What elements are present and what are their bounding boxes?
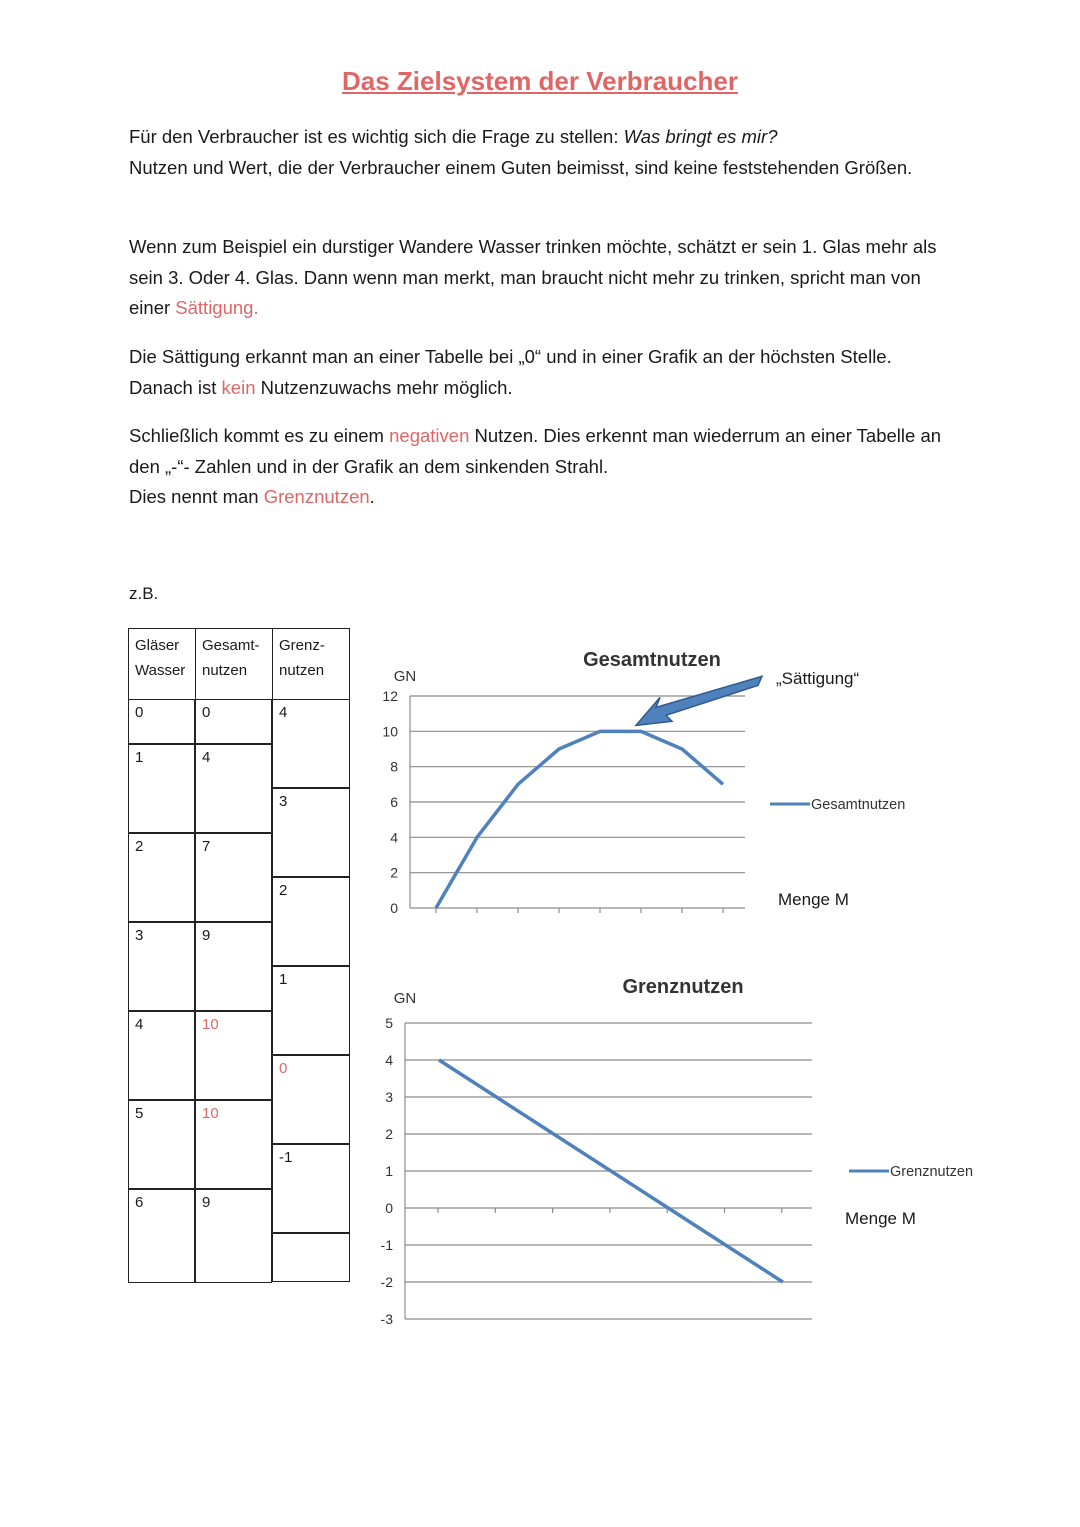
y-tick-label: 5 xyxy=(385,1015,393,1031)
grenznutzen-row-1-value: 3 xyxy=(279,793,288,810)
gesamtnutzen-row-3-value: 9 xyxy=(202,927,211,944)
y-axis-label: GN xyxy=(393,990,417,1007)
grenznutzen-period: . xyxy=(369,486,375,507)
grenznutzen-row-4-value: 0 xyxy=(279,1060,288,1077)
y-tick-label: -2 xyxy=(380,1274,393,1290)
x-axis-label: Menge M xyxy=(845,1209,916,1228)
header-grenznutzen-l1: Grenz- xyxy=(279,637,325,654)
term-negativen: negativen xyxy=(389,425,470,446)
intro-text: Für den Verbraucher ist es wichtig sich die Frage zu stellen: xyxy=(129,126,624,147)
y-tick-label: -1 xyxy=(380,1237,393,1253)
y-tick-label: 4 xyxy=(385,1052,393,1068)
gesamtnutzen-row-2-value: 7 xyxy=(202,838,211,855)
y-tick-label: 2 xyxy=(385,1126,393,1142)
header-gesamtnutzen-l2: nutzen xyxy=(202,662,248,679)
header-gesamtnutzen-l1: Gesamt- xyxy=(202,637,260,654)
y-axis-label: GN xyxy=(393,668,417,685)
intro-text-2: Nutzen und Wert, die der Verbraucher einem Guten beimisst, sind keine feststehenden Größen. xyxy=(129,156,913,178)
chart-title: Grenznutzen xyxy=(622,976,744,998)
x-axis-label: Menge M xyxy=(778,890,849,909)
glaeser-row-6-value: 6 xyxy=(135,1194,144,1211)
grenznutzen-text-2: Nutzen. Dies erkennt man wiederrum an einer Tabelle an den „-“- Zahlen und in der Grafik an dem sinkenden Strahl. xyxy=(129,425,942,477)
grenznutzen-row-3-value: 1 xyxy=(279,971,288,988)
glaeser-row-4-value: 4 xyxy=(135,1016,144,1033)
y-tick-label: 1 xyxy=(385,1163,393,1179)
gesamtnutzen-row-1-value: 4 xyxy=(202,749,211,766)
legend-entry: Grenznutzen xyxy=(890,1164,974,1180)
annotation-arrow xyxy=(636,676,762,725)
example-text: Wenn zum Beispiel ein durstiger Wandere Wasser trinken möchte, schätzt er sein 1. Glas mehr als sein 3. Oder 4. Glas. Dann wenn man merkt, man braucht nicht mehr zu trinken, spricht man von einer xyxy=(129,236,937,318)
legend-entry: Gesamtnutzen xyxy=(811,797,906,813)
y-tick-label: -3 xyxy=(380,1311,393,1327)
term-saettigung: Sättigung. xyxy=(175,297,259,318)
glaeser-row-5-value: 5 xyxy=(135,1105,144,1122)
chart-title: Gesamtnutzen xyxy=(583,649,721,671)
gesamtnutzen-row-5-value: 10 xyxy=(202,1105,219,1122)
gesamtnutzen-row-0-value: 0 xyxy=(202,704,211,721)
page-title: Das Zielsystem der Verbraucher xyxy=(342,66,738,96)
glaeser-row-0-value: 0 xyxy=(135,704,144,721)
glaeser-row-2-value: 2 xyxy=(135,838,144,855)
grenznutzen-row-5-value: -1 xyxy=(279,1149,293,1166)
y-tick-label: 0 xyxy=(390,900,398,916)
gesamtnutzen-row-4-value: 10 xyxy=(202,1016,219,1033)
header-glaeser-l2: Wasser xyxy=(135,662,186,679)
series-line-gesamtnutzen xyxy=(436,731,723,908)
intro-question: Was bringt es mir? xyxy=(623,126,778,147)
gesamtnutzen-row-6-value: 9 xyxy=(202,1194,211,1211)
grenznutzen-row-0-value: 4 xyxy=(279,704,288,721)
header-grenznutzen-l2: nutzen xyxy=(279,662,325,679)
y-tick-label: 4 xyxy=(390,829,398,846)
glaeser-row-1-value: 1 xyxy=(135,749,144,766)
saettigung-text-2: Nutzenzuwachs mehr möglich. xyxy=(255,376,513,398)
annotation-saettigung: „Sättigung“ xyxy=(776,669,860,688)
y-tick-label: 3 xyxy=(385,1089,393,1105)
y-tick-label: 10 xyxy=(382,723,398,740)
term-kein: kein xyxy=(221,376,256,398)
y-tick-label: 12 xyxy=(382,688,398,704)
y-tick-label: 0 xyxy=(385,1200,393,1216)
y-tick-label: 6 xyxy=(390,794,398,810)
y-tick-label: 8 xyxy=(390,758,398,775)
y-tick-label: 2 xyxy=(390,864,398,881)
saettigung-text: Die Sättigung erkannt man an einer Tabelle bei „0“ und in einer Grafik an der höchsten Stelle. Danach ist xyxy=(129,346,892,398)
grenznutzen-text-3: Dies nennt man xyxy=(129,486,264,507)
header-glaeser-l1: Gläser xyxy=(135,637,180,654)
term-grenznutzen: Grenznutzen xyxy=(263,486,370,507)
grenznutzen-row-2-value: 2 xyxy=(279,882,288,899)
grenznutzen-text: Schließlich kommt es zu einem xyxy=(129,425,390,446)
example-label: z.B. xyxy=(129,584,159,603)
glaeser-row-3-value: 3 xyxy=(135,927,144,944)
